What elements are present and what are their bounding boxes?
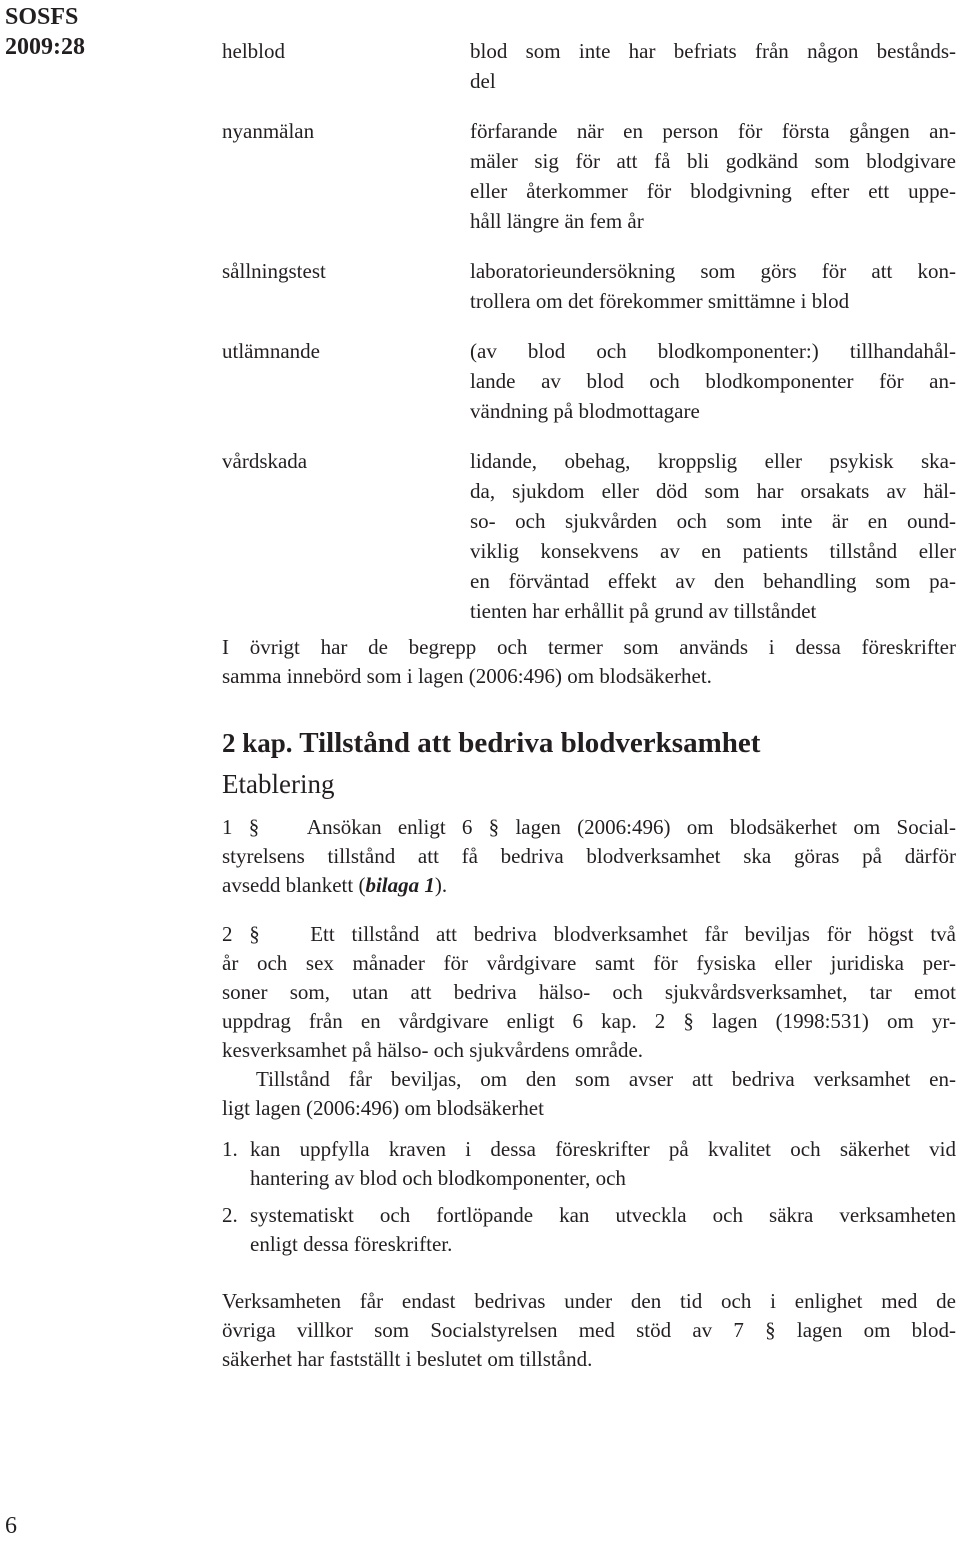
definition-line: da, sjukdom eller död som har orsakats av häl- [470,479,956,503]
definition-description [470,336,956,426]
definition-line: viklig konsekvens av en patients tillstånd eller [470,539,956,563]
paragraph-2-line: år och sex månader för vårdgivare samt för fysiska eller juridiska per- [222,951,956,975]
definition-row [222,256,956,316]
series-number: 2009:28 [5,34,85,60]
definition-description [470,36,956,96]
definition-line: förfarande när en person för första gången an- [470,119,956,143]
definition-term: helblod [222,39,285,63]
definition-row [222,116,956,236]
definition-row [222,336,956,426]
paragraph-2-line: Ett tillstånd att bedriva blodverksamhet får beviljas för högst två [310,922,957,946]
paragraph-1-last-suffix: ). [434,873,448,897]
definition-line: tienten har erhållit på grund av tillståndet [470,599,817,623]
page-number: 6 [5,1513,17,1539]
definition-line: laboratorieundersökning som görs för att kon- [470,259,956,283]
paragraph-1 [222,813,956,900]
definition-term: utlämnande [222,339,320,363]
intro-paragraph [222,633,956,691]
paragraph-2-number: 2 § [222,922,260,946]
definition-line: eller återkommer för blodgivning efter ett uppe- [470,179,956,203]
closing-paragraph [222,1287,956,1374]
definition-line: so- och sjukvården och som inte är en ound- [470,509,956,533]
paragraph-2-line: soner som, utan att bedriva hälso- och sjukvårdsverksamhet, tar emot [222,980,956,1004]
closing-line: säkerhet har fastställt i beslutet om tillstånd. [222,1347,593,1371]
list-item-line: hantering av blod och blodkomponenter, och [250,1166,626,1190]
section-heading: Etablering [222,769,335,799]
paragraph-2-continuation-line: Tillstånd får beviljas, om den som avser att bedriva verksamhet en- [256,1067,956,1091]
definition-description [470,446,956,626]
list-item-line: systematiskt och fortlöpande kan utveckla och säkra verksamheten [250,1203,956,1227]
paragraph-1-last-line [222,871,956,900]
definition-line: en förväntad effekt av den behandling som pa- [470,569,956,593]
main-content [222,633,956,1374]
paragraph-1-line: Ansökan enligt 6 § lagen (2006:496) om blodsäkerhet om Social- [306,815,957,839]
chapter-number: 2 kap. [222,728,293,758]
document-series-label [5,2,85,62]
series-name: SOSFS [5,4,79,30]
intro-line: samma innebörd som i lagen (2006:496) om blodsäkerhet. [222,664,712,688]
list-item-number: 1. [222,1137,238,1161]
chapter-heading [222,725,956,761]
definition-line: (av blod och blodkomponenter:) tillhandahål- [470,339,956,363]
definition-line: trollera om det förekommer smittämne i blod [470,289,850,313]
definition-row [222,446,956,626]
paragraph-1-line: styrelsens tillstånd att få bedriva blodverksamhet ska göras på därför [222,844,956,868]
bilaga-reference: bilaga 1 [365,873,435,897]
definition-term: vårdskada [222,449,308,473]
list-item-number: 2. [222,1203,238,1227]
paragraph-2-line: kesverksamhet på hälso- och sjukvårdens område. [222,1038,644,1062]
intro-line: I övrigt har de begrepp och termer som används i dessa föreskrifter [222,635,956,659]
paragraph-2-line: uppdrag från en vårdgivare enligt 6 kap. 2 § lagen (1998:531) om yr- [222,1009,956,1033]
definition-line: vändning på blodmottagare [470,399,700,423]
definition-description [470,256,956,316]
definition-line: blod som inte har befriats från någon bestånds- [470,39,956,63]
definition-line: lidande, obehag, kroppslig eller psykisk ska- [470,449,956,473]
list-item [222,1201,956,1259]
definition-term: nyanmälan [222,119,315,143]
paragraph-2 [222,920,956,1123]
paragraph-2-continuation-line: ligt lagen (2006:496) om blodsäkerhet [222,1096,544,1120]
requirements-list [222,1135,956,1259]
definition-line: mäler sig för att få bli godkänd som blodgivare [470,149,956,173]
definition-line: håll längre än fem år [470,209,644,233]
definition-description [470,116,956,236]
list-item-line: kan uppfylla kraven i dessa föreskrifter på kvalitet och säkerhet vid [250,1137,956,1161]
chapter-title: Tillstånd att bedriva blodverksamhet [299,727,761,759]
definition-row [222,36,956,96]
definition-line: del [470,69,496,93]
closing-line: övriga villkor som Socialstyrelsen med stöd av 7 § lagen om blod- [222,1318,956,1342]
paragraph-1-last-prefix: avsedd blankett ( [222,873,366,897]
definition-term: sållningstest [222,259,326,283]
definition-list [222,36,956,646]
list-item-line: enligt dessa föreskrifter. [250,1232,453,1256]
definition-line: lande av blod och blodkomponenter för an- [470,369,956,393]
list-item [222,1135,956,1193]
closing-line: Verksamheten får endast bedrivas under den tid och i enlighet med de [222,1289,956,1313]
paragraph-1-number: 1 § [222,815,260,839]
